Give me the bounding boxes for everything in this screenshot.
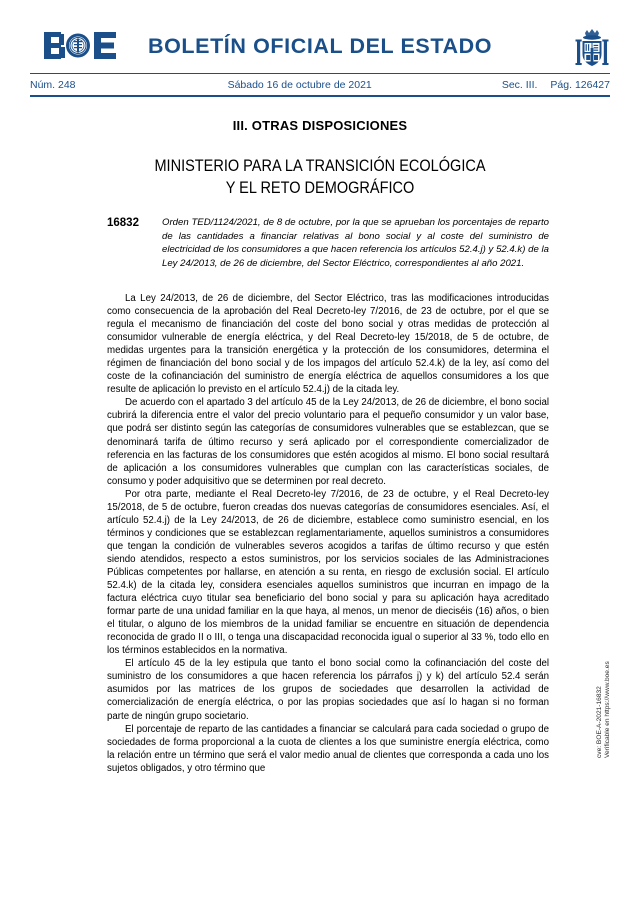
document-body [107, 292, 549, 775]
cve-footer [596, 618, 622, 758]
ministry-heading-line-1: MINISTERIO PARA LA TRANSICIÓN ECOLÓGICA [154, 157, 486, 175]
ministry-heading [38, 155, 601, 199]
body-paragraph: De acuerdo con el apartado 3 del artículo 45 de la Ley 24/2013, de 26 de diciembre, el bono social cubrirá la diferencia entre el valor del precio voluntario para el pequeño consumidor y un valor base, que podrá ser distinto según las categorías de consumidores vulnerables que se establezcan, que se denominará tarifa de último recurso y será aplicado por el correspondiente comercializador de referencia en las facturas de los consumidores que estén acogidos al mismo. El bono social resultará de aplicación a los consumidores vulnerables que cumplan con las características sociales, de consumo y poder adquisitivo que se determinen por real decreto. [107, 397, 549, 487]
order-block [107, 216, 549, 270]
section-heading: III. OTRAS DISPOSICIONES [232, 118, 408, 133]
issue-info-bar [30, 73, 610, 97]
page-label: Pág. 126427 [550, 79, 610, 91]
issue-date: Sábado 16 de octubre de 2021 [227, 79, 372, 91]
cve-verify-url: Verificable en https://www.boe.es [604, 661, 612, 758]
body-paragraph: La Ley 24/2013, de 26 de diciembre, del Sector Eléctrico, tras las modificaciones introducidas como consecuencia de la aprobación del Real Decreto-ley 7/2016, de 23 de octubre, por el que se regula el mecanismo de financiación del coste del bono social y otras medidas de protección al consumidor vulnerable de energía eléctrica, y del Real Decreto-ley 15/2018, de 5 de octubre, de medidas urgentes para la transición energética y la protección de los consumidores, determina el régimen de financiación del bono social y de los impagos del artículo 52.4.k) de la ley, así como del coste de la cofinanciación del suministro de energía eléctrica de aquellos consumidores a los que resulte de aplicación lo previsto en el artículo 52.4.j) de la citada ley. [107, 293, 549, 396]
masthead [0, 0, 640, 72]
body-paragraph: El porcentaje de reparto de las cantidades a financiar se calculará para cada sociedad o grupo de sociedades de forma proporcional a la cuota de clientes a los que suministre energía eléctrica, como la relación entre un término que será el valor medio anual de clientes que corresponda a cada uno los sujetos obligados, y otro término que [107, 723, 549, 774]
order-summary: Orden TED/1124/2021, de 8 de octubre, por la que se aprueban los porcentajes de reparto de las cantidades a financiar relativas al bono social y al coste del suministro de electricidad de los consumidores a que hacen referencia los artículos 52.4.j) y 52.4.k) de la Ley 24/2013, de 26 de diciembre, del Sector Eléctrico, correspondientes al año 2021. [162, 217, 549, 269]
cve-code: cve: BOE-A-2021-16832 [596, 686, 603, 758]
order-number: 16832 [107, 217, 139, 229]
section-label: Sec. III. [501, 79, 538, 91]
body-paragraph: Por otra parte, mediante el Real Decreto-ley 7/2016, de 23 de octubre, y el Real Decreto-ley 15/2018, de 5 de octubre, fueron creadas dos nuevas categorías de consumidores esenciales. Así, el artículo 52.4.j) de la Ley 24/2013, de 26 de diciembre, establece como suministro esencial, en los términos y condiciones que se establezcan reglamentariamente, aquellos suministros a consumidores que tengan la condición de vulnerables severos acogidos a tarifas de último recurso y que estén siendo atendidos, respecto a estos suministros, por los servicios sociales de las Administraciones Públicas competentes por hallarse, en atención a su renta, en riesgo de exclusión social. El artículo 52.4.k) de la citada ley, considera esenciales aquellos suministros que incurran en impago de la factura eléctrica cuyo titular sea beneficiario del bono social y para su aplicación haya acreditado formar parte de una unidad familiar en la que haya, al menos, un menor de dieciséis (16) años, o bien el titular, o alguno de los miembros de la unidad familiar se encuentre en situación de dependencia reconocida de grado II o III, o tenga una discapacidad reconocida igual o superior al 33 %, todo ello en los términos establecidos en la normativa. [107, 488, 549, 657]
page-title: BOLETÍN OFICIAL DEL ESTADO [147, 34, 493, 58]
rulebar-bottom-divider [30, 95, 610, 97]
coat-of-arms-icon [572, 26, 612, 72]
ministry-heading-line-2: Y EL RETO DEMOGRÁFICO [225, 179, 415, 197]
body-paragraph: El artículo 45 de la ley estipula que tanto el bono social como la cofinanciación del coste del suministro de los consumidores a que hacen referencia los párrafos j) y k) del artículo 52.4 serán asumidos por las matrices de los grupos de sociedades que desarrollen la actividad de comercialización de energía eléctrica, o por las propias sociedades que así lo hagan si no forman parte de ningún grupo societario. [107, 658, 549, 722]
issue-number: Núm. 248 [30, 79, 76, 91]
